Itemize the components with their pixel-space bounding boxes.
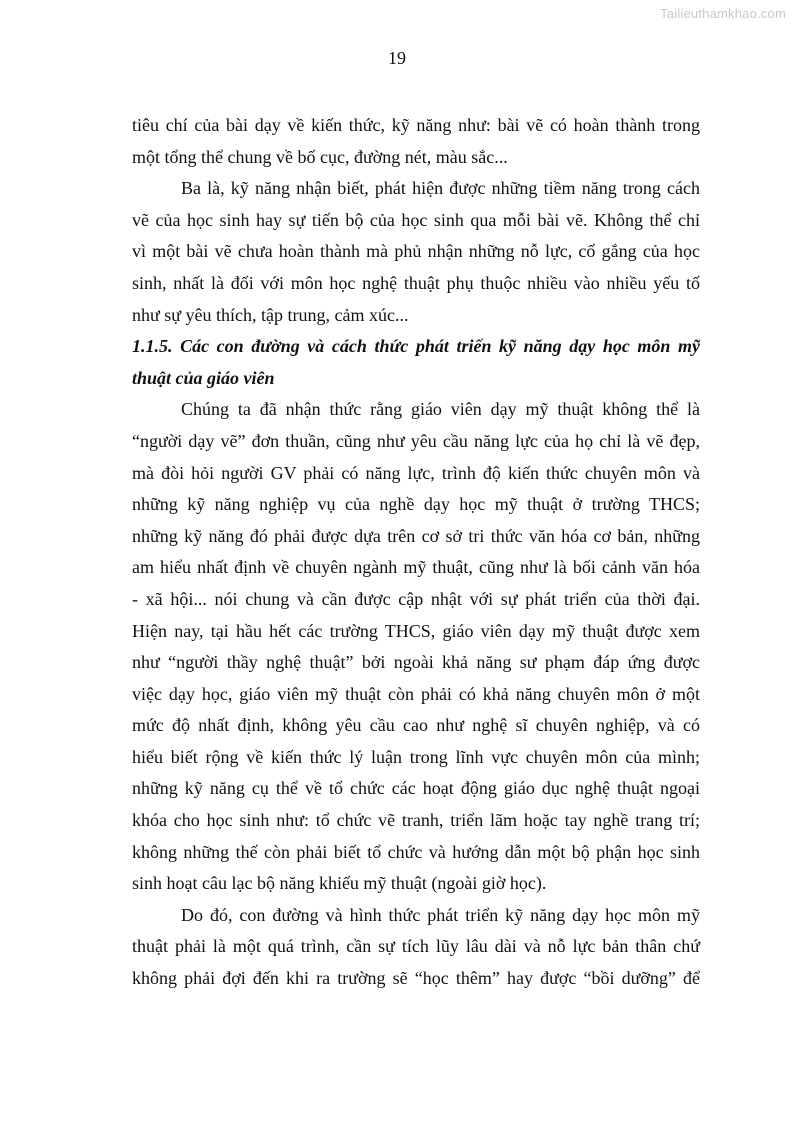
text-line: mà đòi hỏi người GV phải có năng lực, trình độ kiến thức chuyên môn và [132, 462, 700, 483]
text-line: hiểu biết rộng về kiến thức lý luận trong lĩnh vực chuyên môn của mình; [132, 746, 700, 767]
text-line: mức độ nhất định, không yêu cầu cao như nghệ sĩ chuyên nghiệp, và có [132, 715, 700, 736]
text-line: vì một bài vẽ chưa hoàn thành mà phủ nhận những nỗ lực, cố gắng của học [132, 241, 700, 262]
watermark: Tailieuthamkhao.com [660, 6, 786, 21]
text-line: những kỹ năng đó phải được dựa trên cơ sở tri thức văn hóa cơ bản, những [132, 525, 700, 546]
paragraph-ba-la [132, 173, 700, 331]
paragraph-continuation [132, 110, 700, 173]
text-line: như “người thầy nghệ thuật” bởi ngoài khả năng sư phạm đáp ứng được [132, 652, 700, 673]
heading-line: thuật của giáo viên [132, 367, 275, 388]
text-line: khóa cho học sinh như: tổ chức vẽ tranh, triển lãm hoặc tay nghề trang trí; [132, 810, 700, 831]
text-line: “người dạy vẽ” đơn thuần, cũng như yêu cầu năng lực của họ chỉ là vẽ đẹp, [132, 430, 700, 451]
section-heading [132, 331, 700, 394]
text-line: việc dạy học, giáo viên mỹ thuật còn phải có khả năng chuyên môn ở một [132, 683, 700, 704]
text-line: những kỹ năng cụ thể về tổ chức các hoạt động giáo dục nghệ thuật ngoại [132, 778, 700, 799]
text-line: một tổng thể chung về bố cục, đường nét, màu sắc... [132, 146, 508, 167]
text-line: sinh, nhất là đối với môn học nghệ thuật phụ thuộc nhiều vào nhiều yếu tố [132, 272, 700, 293]
text-line: Hiện nay, tại hầu hết các trường THCS, giáo viên dạy mỹ thuật được xem [132, 620, 700, 641]
text-line: Ba là, kỹ năng nhận biết, phát hiện được những tiềm năng trong cách [181, 178, 700, 199]
text-line: vẽ của học sinh hay sự tiến bộ của học sinh qua mỗi bài vẽ. Không thể chỉ [132, 209, 700, 230]
text-line: tiêu chí của bài dạy về kiến thức, kỹ năng như: bài vẽ có hoàn thành trong [132, 115, 700, 135]
text-line: như sự yêu thích, tập trung, cảm xúc... [132, 304, 409, 325]
text-line: không phải đợi đến khi ra trường sẽ “học thêm” hay được “bồi dưỡng” để [132, 968, 700, 989]
text-line: không những thế còn phải biết tổ chức và hướng dẫn một bộ phận học sinh [132, 841, 700, 862]
heading-line: 1.1.5. Các con đường và cách thức phát triển kỹ năng dạy học môn mỹ [132, 336, 700, 357]
text-line: sinh hoạt câu lạc bộ năng khiếu mỹ thuật (ngoài giờ học). [132, 873, 547, 894]
paragraph-chung-ta [132, 394, 700, 900]
text-line: những kỹ năng nghiệp vụ của nghề dạy học mỹ thuật ở trường THCS; [132, 494, 700, 515]
text-line: am hiểu nhất định về chuyên ngành mỹ thuật, cũng như là bối cảnh văn hóa [132, 557, 700, 578]
text-line: - xã hội... nói chung và cần được cập nhật với sự phát triển của thời đại. [132, 588, 700, 609]
document-body [132, 110, 700, 995]
text-line: thuật phải là một quá trình, cần sự tích lũy lâu dài và nỗ lực bản thân chứ [132, 936, 700, 957]
text-line: Chúng ta đã nhận thức rằng giáo viên dạy mỹ thuật không thể là [181, 399, 700, 420]
paragraph-do-do [132, 900, 700, 995]
page-number: 19 [388, 48, 406, 68]
text-line: Do đó, con đường và hình thức phát triển kỹ năng dạy học môn mỹ [181, 904, 700, 925]
